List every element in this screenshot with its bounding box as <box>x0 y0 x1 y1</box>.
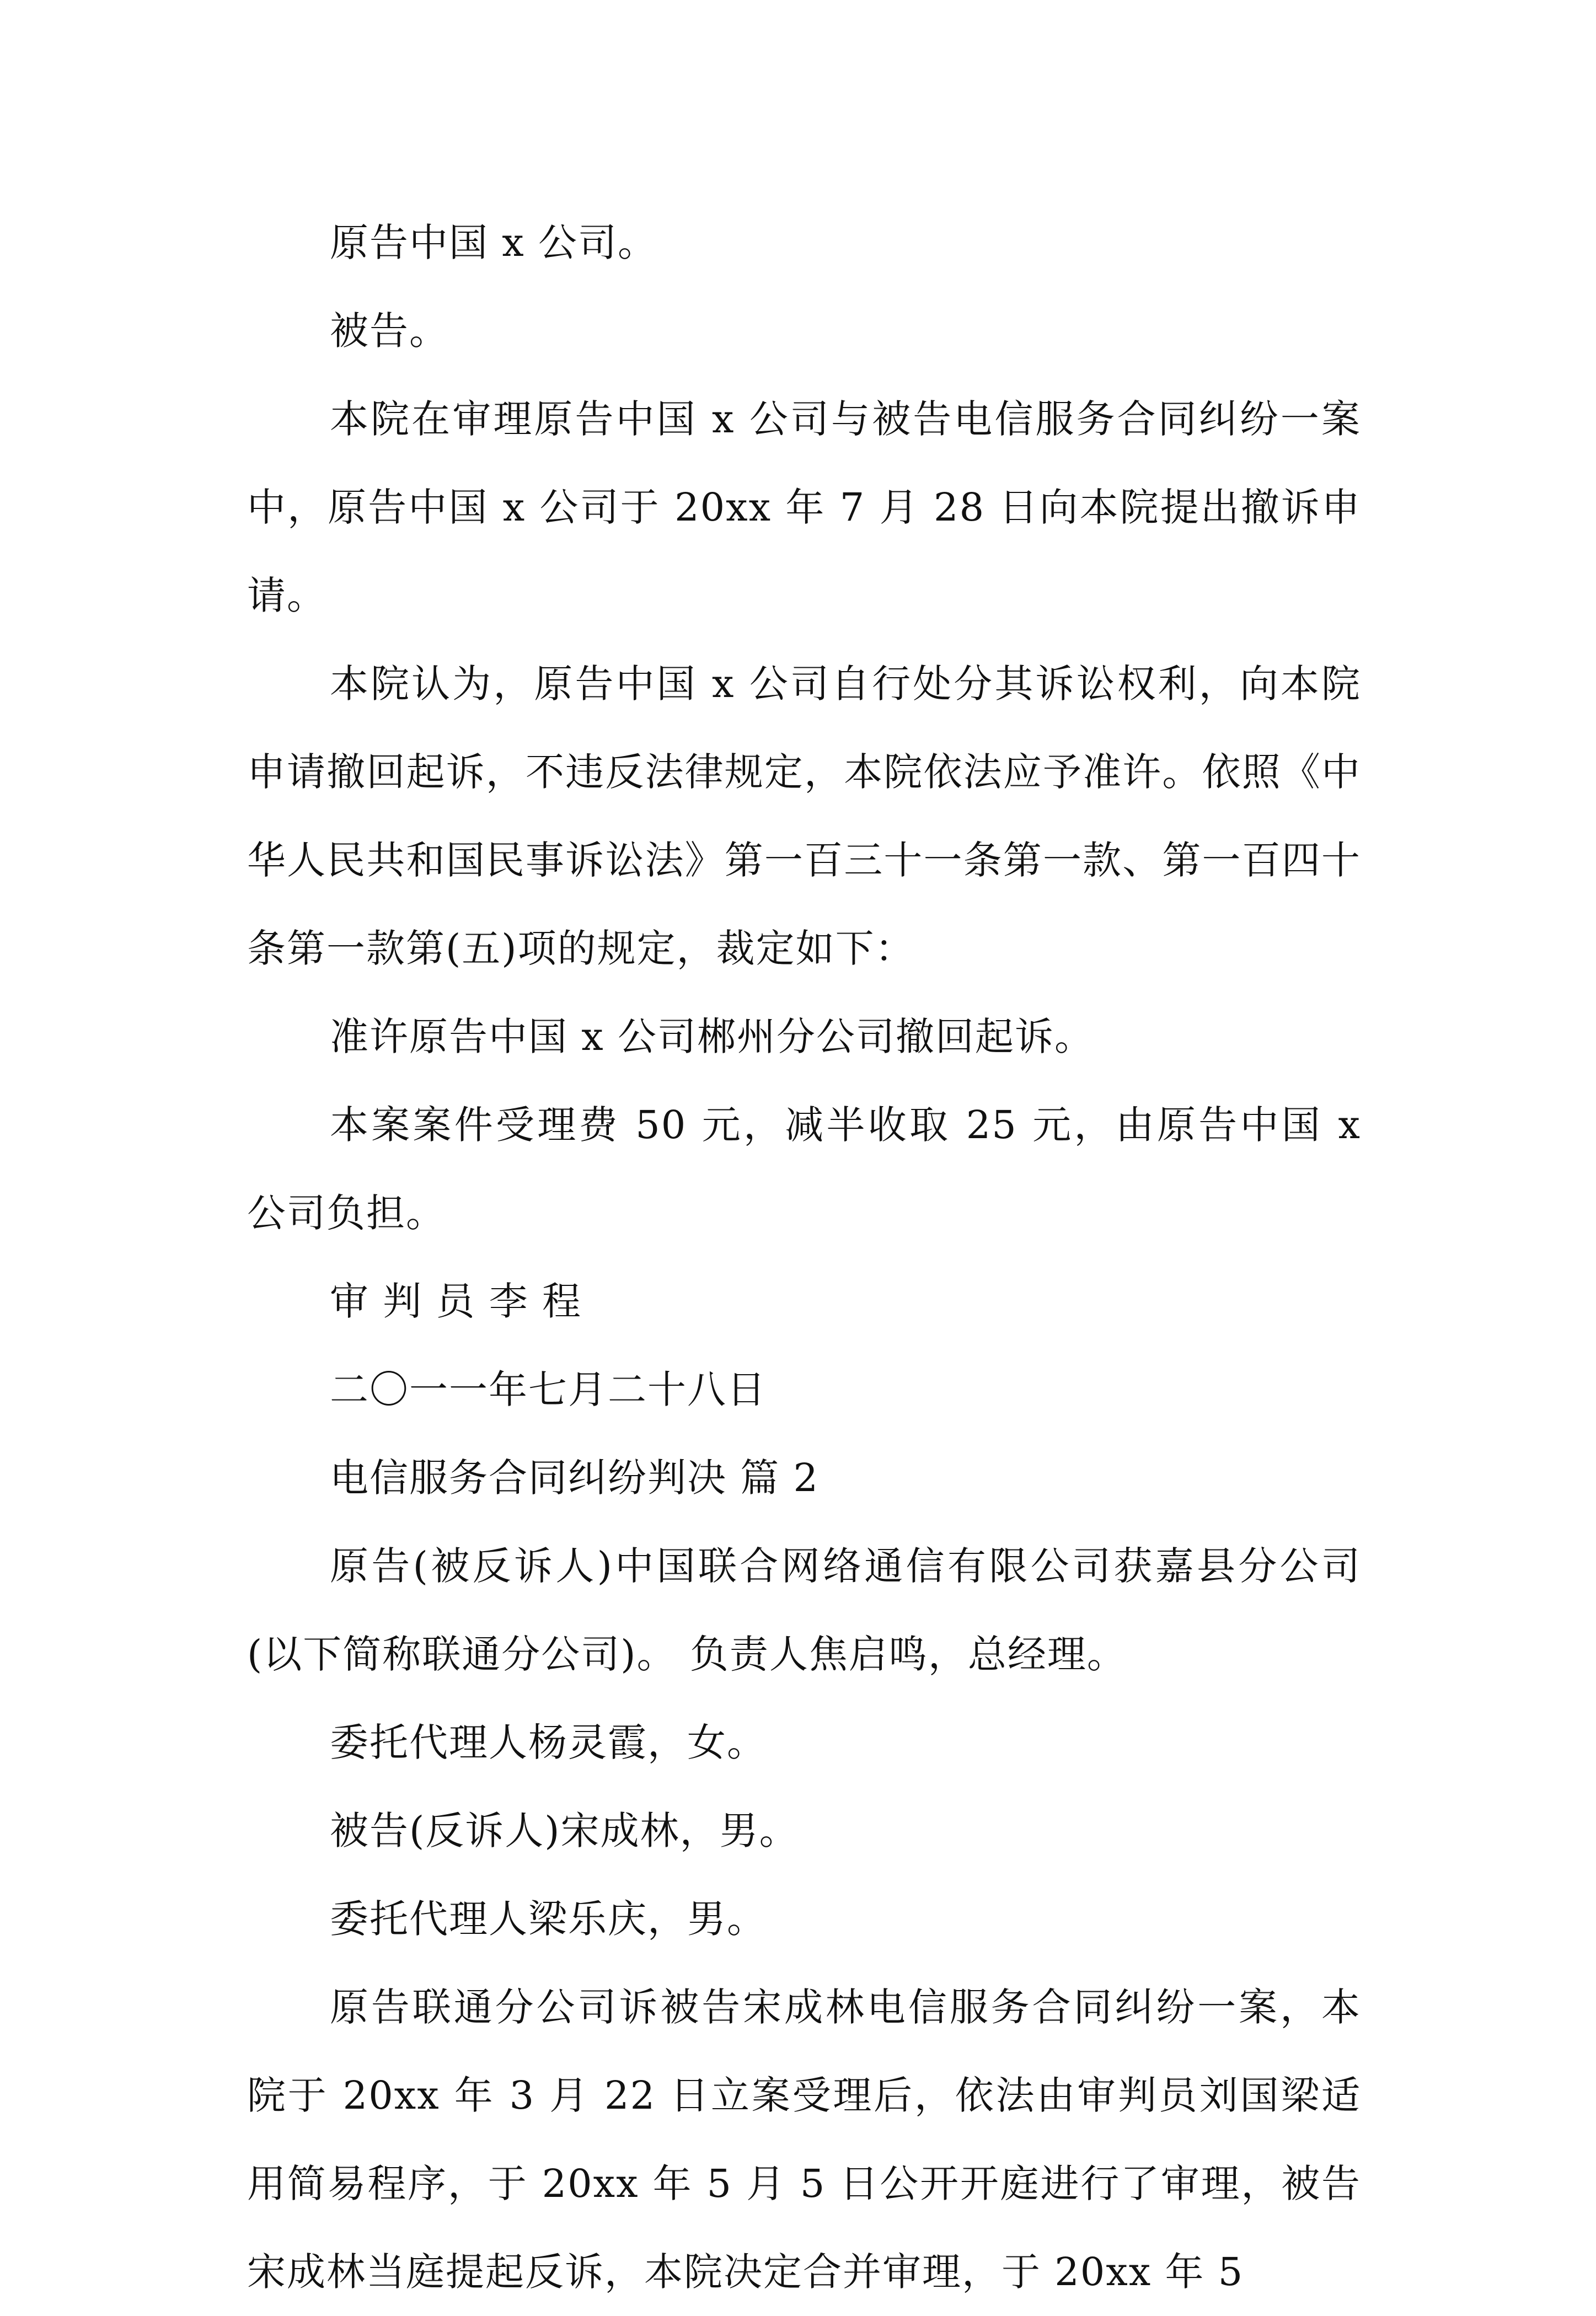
paragraph-ruling: 准许原告中国 x 公司郴州分公司撤回起诉。 <box>330 1014 1094 1059</box>
section-heading: 电信服务合同纠纷判决 篇 2 <box>330 1455 820 1500</box>
paragraph-court-opinion: 本院认为，原告中国 x 公司自行处分其诉讼权利，向本院申请撤回起诉，不违反法律规定，本院依法应予准许。依照《中华人民共和国民事诉讼法》第一百三十一条第一款、第一百四十条第一款第(五)项的规定，裁定如下： <box>247 661 1361 971</box>
document-body <box>247 199 1361 2316</box>
paragraph-case-withdrawal: 本院在审理原告中国 x 公司与被告电信服务合同纠纷一案中，原告中国 x 公司于 20xx 年 7 月 28 日向本院提出撤诉申请。 <box>247 396 1361 618</box>
paragraph-judge: 审 判 员 李 程 <box>330 1279 582 1324</box>
paragraph-plaintiff: 原告中国 x 公司。 <box>330 220 657 265</box>
paragraph-date: 二〇一一年七月二十八日 <box>330 1367 767 1412</box>
paragraph-defendant: 被告。 <box>330 308 449 353</box>
paragraph-defendant-agent: 委托代理人梁乐庆，男。 <box>330 1896 767 1942</box>
paragraph-fee: 本案案件受理费 50 元，减半收取 25 元，由原告中国 x 公司负担。 <box>247 1102 1361 1236</box>
paragraph-plaintiff-agent: 委托代理人杨灵霞，女。 <box>330 1720 767 1765</box>
paragraph-case-summary: 原告联通分公司诉被告宋成林电信服务合同纠纷一案，本院于 20xx 年 3 月 22 日立案受理后，依法由审判员刘国梁适用简易程序，于 20xx 年 5 月 5 日公开开庭进行了审理，被告宋成林当庭提起反诉，本院决定合并审理，于 20xx 年 5 <box>247 1985 1361 2294</box>
paragraph-plaintiff-2: 原告(被反诉人)中国联合网络通信有限公司获嘉县分公司(以下简称联通分公司)。 负责人焦启鸣，总经理。 <box>247 1543 1361 1677</box>
paragraph-defendant-2: 被告(反诉人)宋成林，男。 <box>330 1808 799 1853</box>
